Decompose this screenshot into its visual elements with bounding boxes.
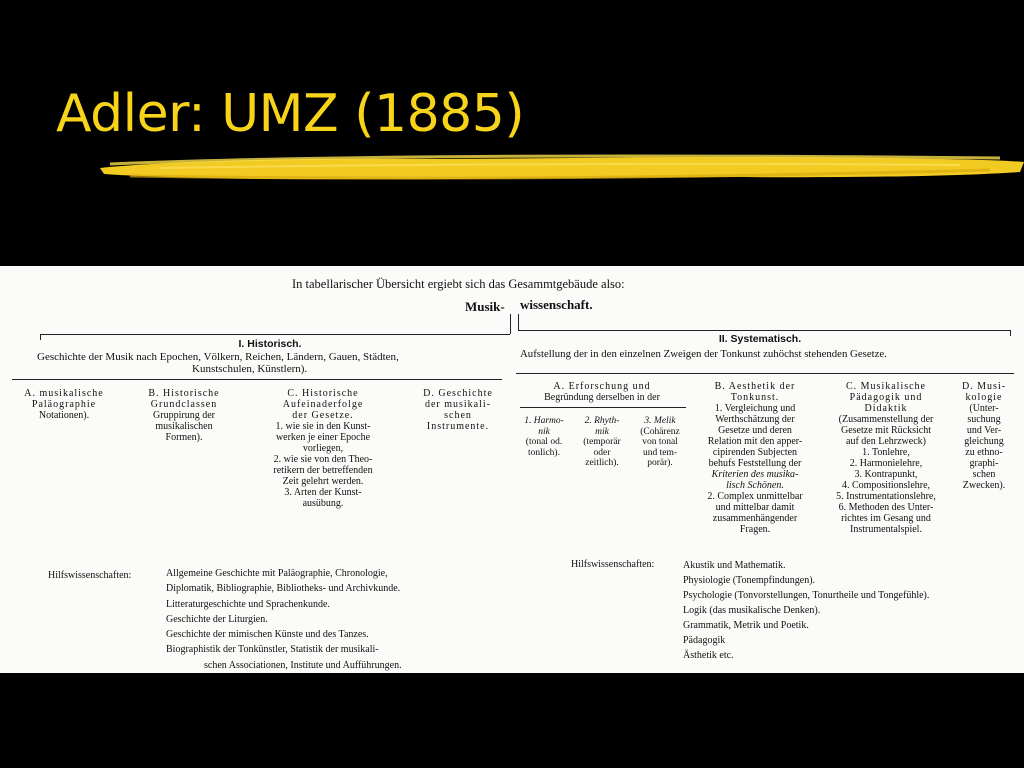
historisch-col-c: C. Historische Aufeinaderfolge der Gesetze. 1. wie sie in den Kunst- werken je einer Epoche vorliegen, 2. wie sie von den Theo- retikern der betreffenden Zeit gelehrt werden. 3. Arten der Kunst- ausübung. (273, 388, 373, 509)
intro-text: In tabellarischer Übersicht ergiebt sich das Gesammtgebäude also: (292, 277, 625, 291)
list-item: Grammatik, Metrik und Poetik. (683, 620, 809, 631)
heading-left: Musik- (465, 299, 505, 314)
list-item: Ästhetik etc. (683, 650, 734, 661)
rule (40, 334, 41, 340)
list-item: Litteraturgeschichte und Sprachenkunde. (166, 598, 330, 610)
systematisch-description: Aufstellung der in den einzelnen Zweigen der Tonkunst zuhöchst stehenden Gesetze. (520, 348, 887, 360)
historisch-description: Geschichte der Musik nach Epochen, Völkern, Reichen, Ländern, Gauen, Städten, (37, 351, 399, 363)
rule (1010, 330, 1011, 336)
melik-column: 3. Melik (Cohärenz von tonal und tem- porär). (640, 416, 680, 468)
list-item: Geschichte der mimischen Künste und des Tanzes. (166, 629, 369, 641)
brush-underline (100, 150, 1024, 186)
systematisch-col-c: C. Musikalische Pädagogik und Didaktik (Zusammenstellung der Gesetze mit Rücksicht auf den Lehrzweck) 1. Tonlehre, 2. Harmonielehre, 3. Kontrapunkt, 4. Compositionslehre, 5. Instrumentationslehre, 6. Methoden des Unter- richtes im Gesang und Instrumentalspiel. (836, 381, 936, 535)
historisch-hilfs-label: Hilfswissenschaften: (48, 570, 132, 581)
list-item: Pädagogik (683, 635, 726, 646)
systematisch-hilfs-label: Hilfswissenschaften: (571, 559, 655, 570)
slide-title: Adler: UMZ (1885) (56, 84, 525, 144)
rule (40, 334, 510, 335)
historisch-col-a: A. musikalische Paläographie Notationen). (24, 388, 104, 421)
historisch-col-b: B. Historische Grundclassen Gruppirung der musikalischen Formen). (148, 388, 220, 443)
heading-right: wissenschaft. (520, 297, 593, 312)
historisch-description: Kunstschulen, Künstlern). (192, 363, 308, 375)
list-item: Physiologie (Tonempfindungen). (683, 575, 816, 586)
scanned-table (0, 266, 1024, 673)
list-item: Psychologie (Tonvorstellungen, Tonurtheile und Tongefühle). (683, 590, 930, 601)
harmonik-column: 1. Harmo- nik (tonal od. tonlich). (524, 416, 564, 458)
list-item: schen Associationen, Institute und Aufführungen. (204, 659, 402, 671)
rule (516, 373, 1014, 374)
rule (520, 407, 686, 408)
systematisch-col-b: B. Aesthetik der Tonkunst. 1. Vergleichung und Werthschätzung der Gesetze und deren Relation mit den apper- cipirenden Subjecten behufs Feststellung der Kriterien des musika- lisch Schönen. 2. Complex unmittelbar und mittelbar damit zusammenhängender Fragen. (707, 381, 803, 535)
list-item: Diplomatik, Bibliographie, Bibliotheks- und Archivkunde. (166, 583, 401, 595)
rule (510, 314, 511, 334)
list-item: Biographistik der Tonkünstler, Statistik der musikali- (166, 644, 379, 656)
rule (12, 379, 502, 380)
systematisch-hilfs-list (683, 558, 929, 663)
list-item: Geschichte der Liturgien. (166, 613, 268, 625)
systematisch-title: II. Systematisch. (718, 333, 802, 345)
list-item: Akustik und Mathematik. (683, 560, 786, 571)
list-item: Allgemeine Geschichte mit Paläographie, Chronologie, (166, 568, 388, 579)
rule (518, 314, 519, 330)
rhythmik-column: 2. Rhyth- mik (temporär oder zeitlich). (583, 416, 621, 468)
systematisch-col-d: D. Musi- kologie (Unter- suchung und Ver- gleichung zu ethno- graphi- schen Zwecken). (961, 381, 1007, 491)
historisch-col-d: D. Geschichte der musikali- schen Instrumente. (423, 388, 493, 432)
systematisch-col-a: A. Erforschung und Begründung derselben in der (544, 381, 660, 403)
rule (518, 330, 1010, 331)
historisch-hilfs-list (166, 566, 402, 673)
historisch-title: I. Historisch. (238, 338, 302, 350)
list-item: Logik (das musikalische Denken). (683, 605, 821, 616)
